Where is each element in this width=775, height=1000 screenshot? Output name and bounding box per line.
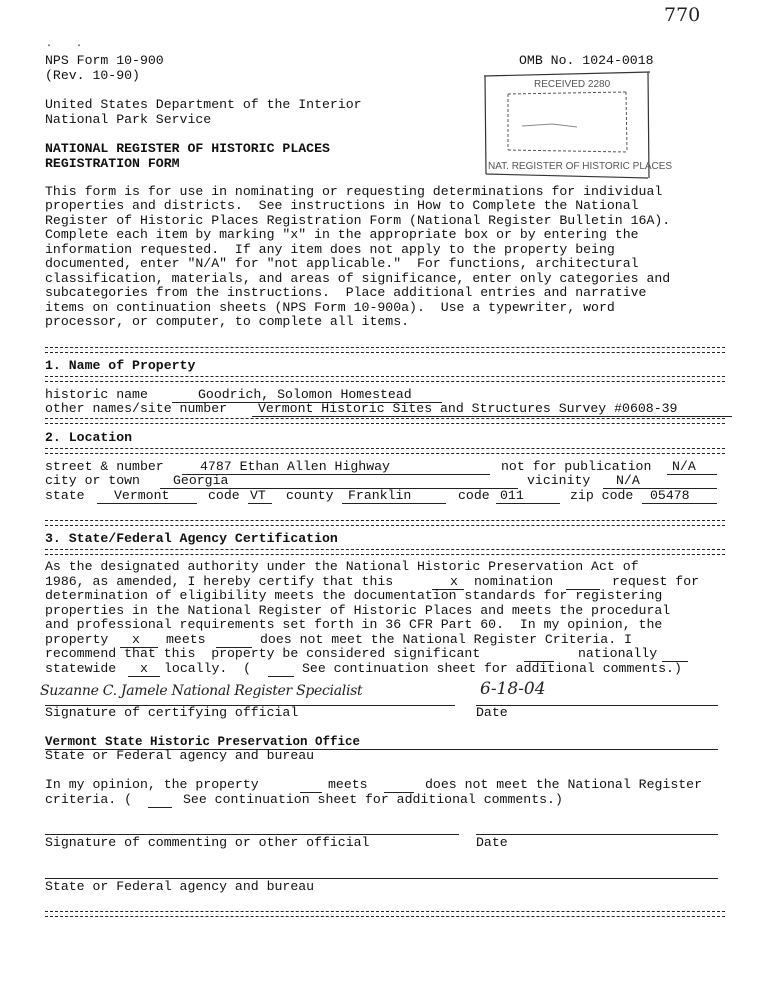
county-value[interactable]: Franklin: [348, 488, 412, 503]
zip-label: zip code: [570, 488, 634, 503]
section-3-heading: 3. State/Federal Agency Certification: [45, 531, 338, 546]
separator: [45, 549, 725, 555]
city-label: city or town: [45, 473, 140, 488]
street-label: street & number: [45, 459, 164, 474]
not-for-publication-label: not for publication: [501, 459, 652, 474]
state-value[interactable]: Vermont: [114, 488, 170, 503]
separator: [45, 911, 725, 917]
agency: National Park Service: [45, 112, 212, 127]
comment-signature-label: Signature of commenting or other official: [45, 835, 370, 850]
stamp-register-text: NAT. REGISTER OF HISTORIC PLACES: [488, 161, 673, 172]
handwritten-page-note: 770: [664, 4, 701, 26]
other-names-value[interactable]: Vermont Historic Sites and Structures Survey #0608-39: [258, 401, 678, 416]
separator: [45, 418, 725, 424]
separator: [45, 347, 725, 353]
street-value[interactable]: 4787 Ethan Allen Highway: [200, 459, 390, 474]
signature-date: 6-18-04: [480, 679, 546, 699]
section-2-heading: 2. Location: [45, 430, 133, 445]
state-label: state: [45, 488, 85, 503]
certifying-signature: Suzanne C. Jamele National Register Specialist: [40, 683, 363, 699]
date-label: Date: [476, 705, 508, 720]
section-1-heading: 1. Name of Property: [45, 358, 196, 373]
nomination-mark[interactable]: x: [450, 574, 458, 589]
historic-name-label: historic name: [45, 387, 148, 402]
form-number: NPS Form 10-900: [45, 53, 164, 68]
form-revision: (Rev. 10-90): [45, 68, 140, 83]
historic-name-value[interactable]: Goodrich, Solomon Homestead: [198, 387, 412, 402]
form-subtitle: REGISTRATION FORM: [45, 156, 180, 171]
separator: [45, 520, 725, 526]
department: United States Department of the Interior: [45, 97, 362, 112]
county-code-value[interactable]: 011: [500, 488, 524, 503]
agency-label: State or Federal agency and bureau: [45, 748, 315, 763]
comment-agency-label: State or Federal agency and bureau: [45, 879, 315, 894]
comment-date-label: Date: [476, 835, 508, 850]
opinion-text: In my opinion, the property: [45, 777, 259, 792]
signature-label: Signature of certifying official: [45, 705, 299, 720]
vicinity-value[interactable]: N/A: [616, 473, 640, 488]
vicinity-label: vicinity: [527, 473, 591, 488]
city-value[interactable]: Georgia: [173, 473, 229, 488]
separator: [45, 376, 725, 382]
state-code-value[interactable]: VT: [250, 488, 266, 503]
received-stamp: [482, 70, 673, 182]
form-title: NATIONAL REGISTER OF HISTORIC PLACES: [45, 141, 330, 156]
comment-date-line[interactable]: [476, 834, 718, 835]
zip-value[interactable]: 05478: [650, 488, 690, 503]
not-for-publication-value[interactable]: N/A: [672, 459, 696, 474]
other-names-label: other names/site number: [45, 401, 228, 416]
certifying-office[interactable]: Vermont State Historic Preservation Office: [45, 735, 361, 749]
omb-number: OMB No. 1024-0018: [519, 53, 654, 68]
stamp-received-text: RECEIVED 2280: [534, 79, 611, 90]
statewide-mark[interactable]: x: [140, 661, 148, 676]
county-label: county: [286, 488, 334, 503]
county-code-label: code: [458, 488, 490, 503]
property-meets-mark[interactable]: x: [132, 632, 140, 647]
state-code-label: code: [208, 488, 240, 503]
scan-mark: . .: [46, 39, 83, 50]
separator: [45, 448, 725, 454]
